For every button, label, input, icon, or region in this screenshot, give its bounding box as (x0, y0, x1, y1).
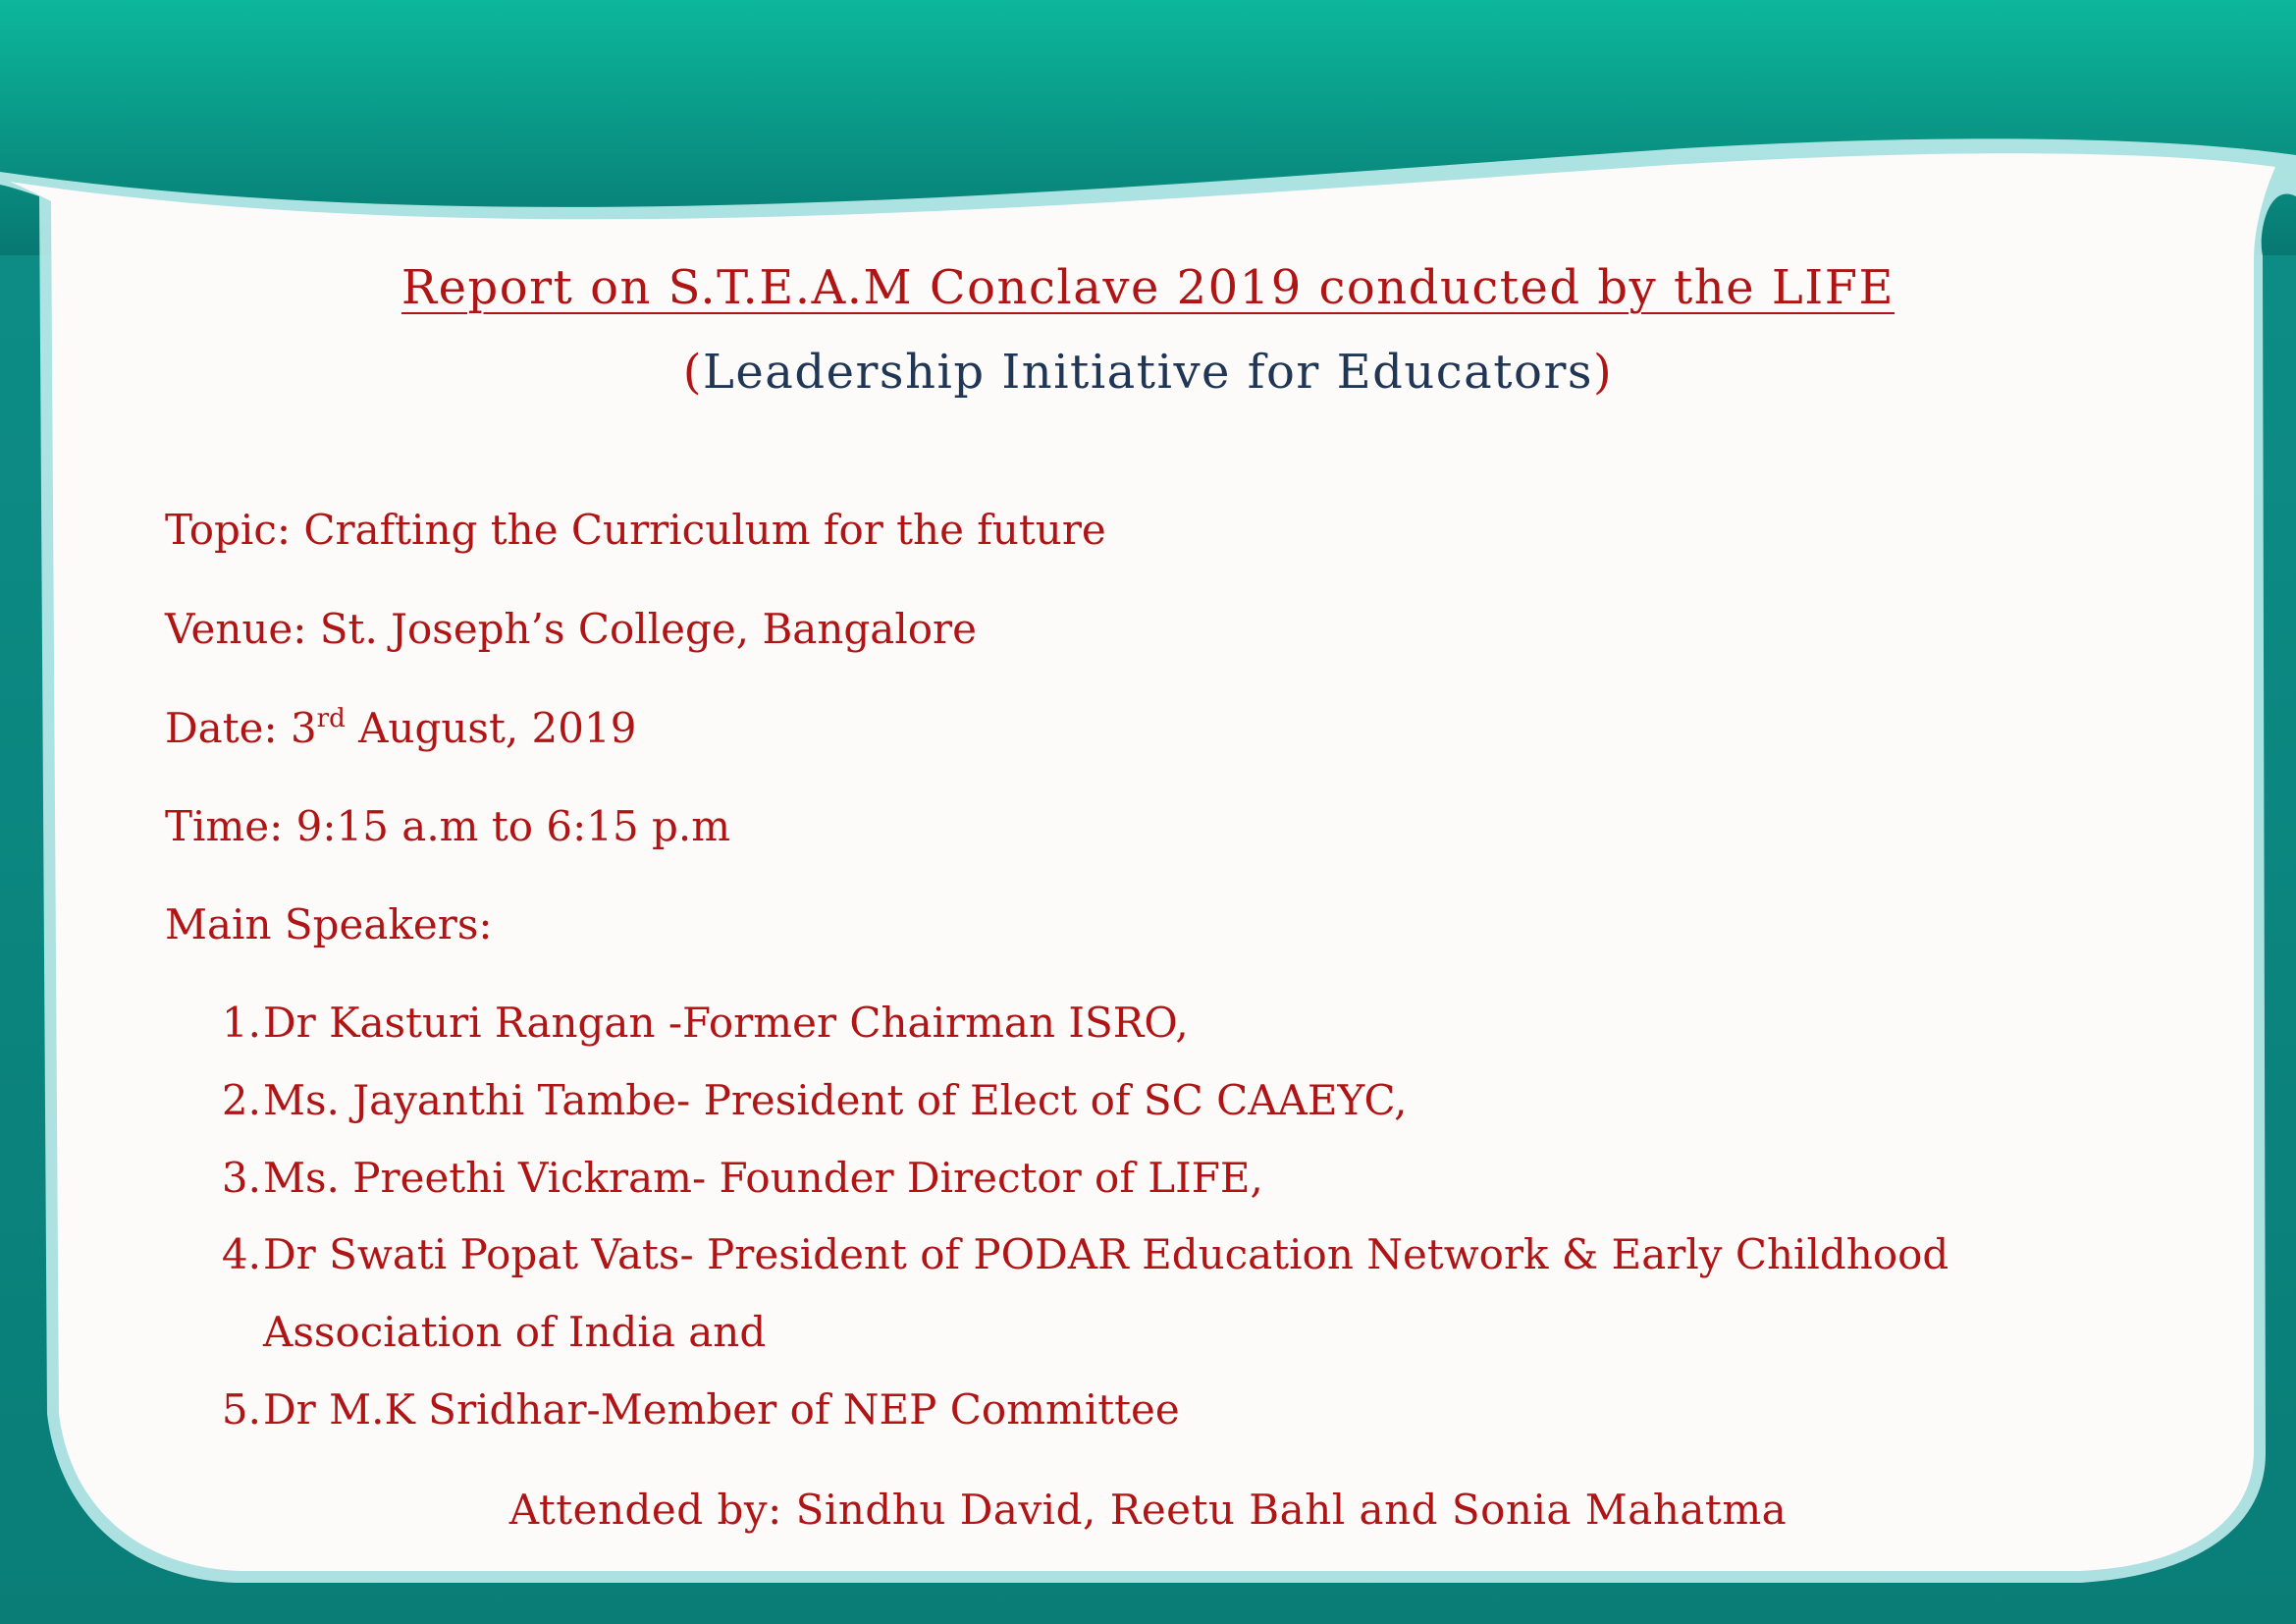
speaker-text: Dr M.K Sridhar-Member of NEP Committee (263, 1385, 1180, 1434)
speaker-text: Ms. Jayanthi Tambe- President of Elect of SC CAAEYC, (263, 1076, 1408, 1124)
speakers-heading: Main Speakers: (165, 900, 493, 948)
speaker-text-continued: Association of India and (263, 1308, 767, 1356)
subtitle-text: Leadership Initiative for Educators (702, 345, 1594, 401)
speaker-text: Dr Kasturi Rangan -Former Chairman ISRO, (263, 999, 1189, 1047)
subtitle-open-paren: ( (682, 345, 703, 401)
topic-line: Topic: Crafting the Curriculum for the future (165, 506, 1106, 554)
speaker-number: 4. (221, 1230, 261, 1278)
attended-by: Attended by: Sindhu David, Reetu Bahl and Sonia Mahatma (508, 1486, 1788, 1534)
speaker-number: 3. (221, 1154, 261, 1202)
title-block (0, 257, 2296, 404)
speaker-text: Dr Swati Popat Vats- President of PODAR Education Network & Early Childhood (263, 1230, 1949, 1278)
report-subtitle (0, 342, 2296, 403)
report-title: Report on S.T.E.A.M Conclave 2019 conducted by the LIFE (400, 260, 1896, 315)
date-ordinal: rd (316, 704, 346, 733)
date-line (165, 704, 636, 753)
speaker-number: 1. (221, 999, 261, 1047)
time-line: Time: 9:15 a.m to 6:15 p.m (165, 802, 731, 850)
speaker-number: 5. (221, 1385, 261, 1434)
speaker-number: 2. (221, 1076, 261, 1124)
date-prefix: Date: 3 (165, 704, 317, 752)
date-suffix: August, 2019 (345, 704, 637, 752)
subtitle-close-paren: ) (1593, 345, 1614, 401)
venue-line: Venue: St. Joseph’s College, Bangalore (165, 605, 977, 653)
speaker-text: Ms. Preethi Vickram- Founder Director of LIFE, (263, 1154, 1263, 1202)
